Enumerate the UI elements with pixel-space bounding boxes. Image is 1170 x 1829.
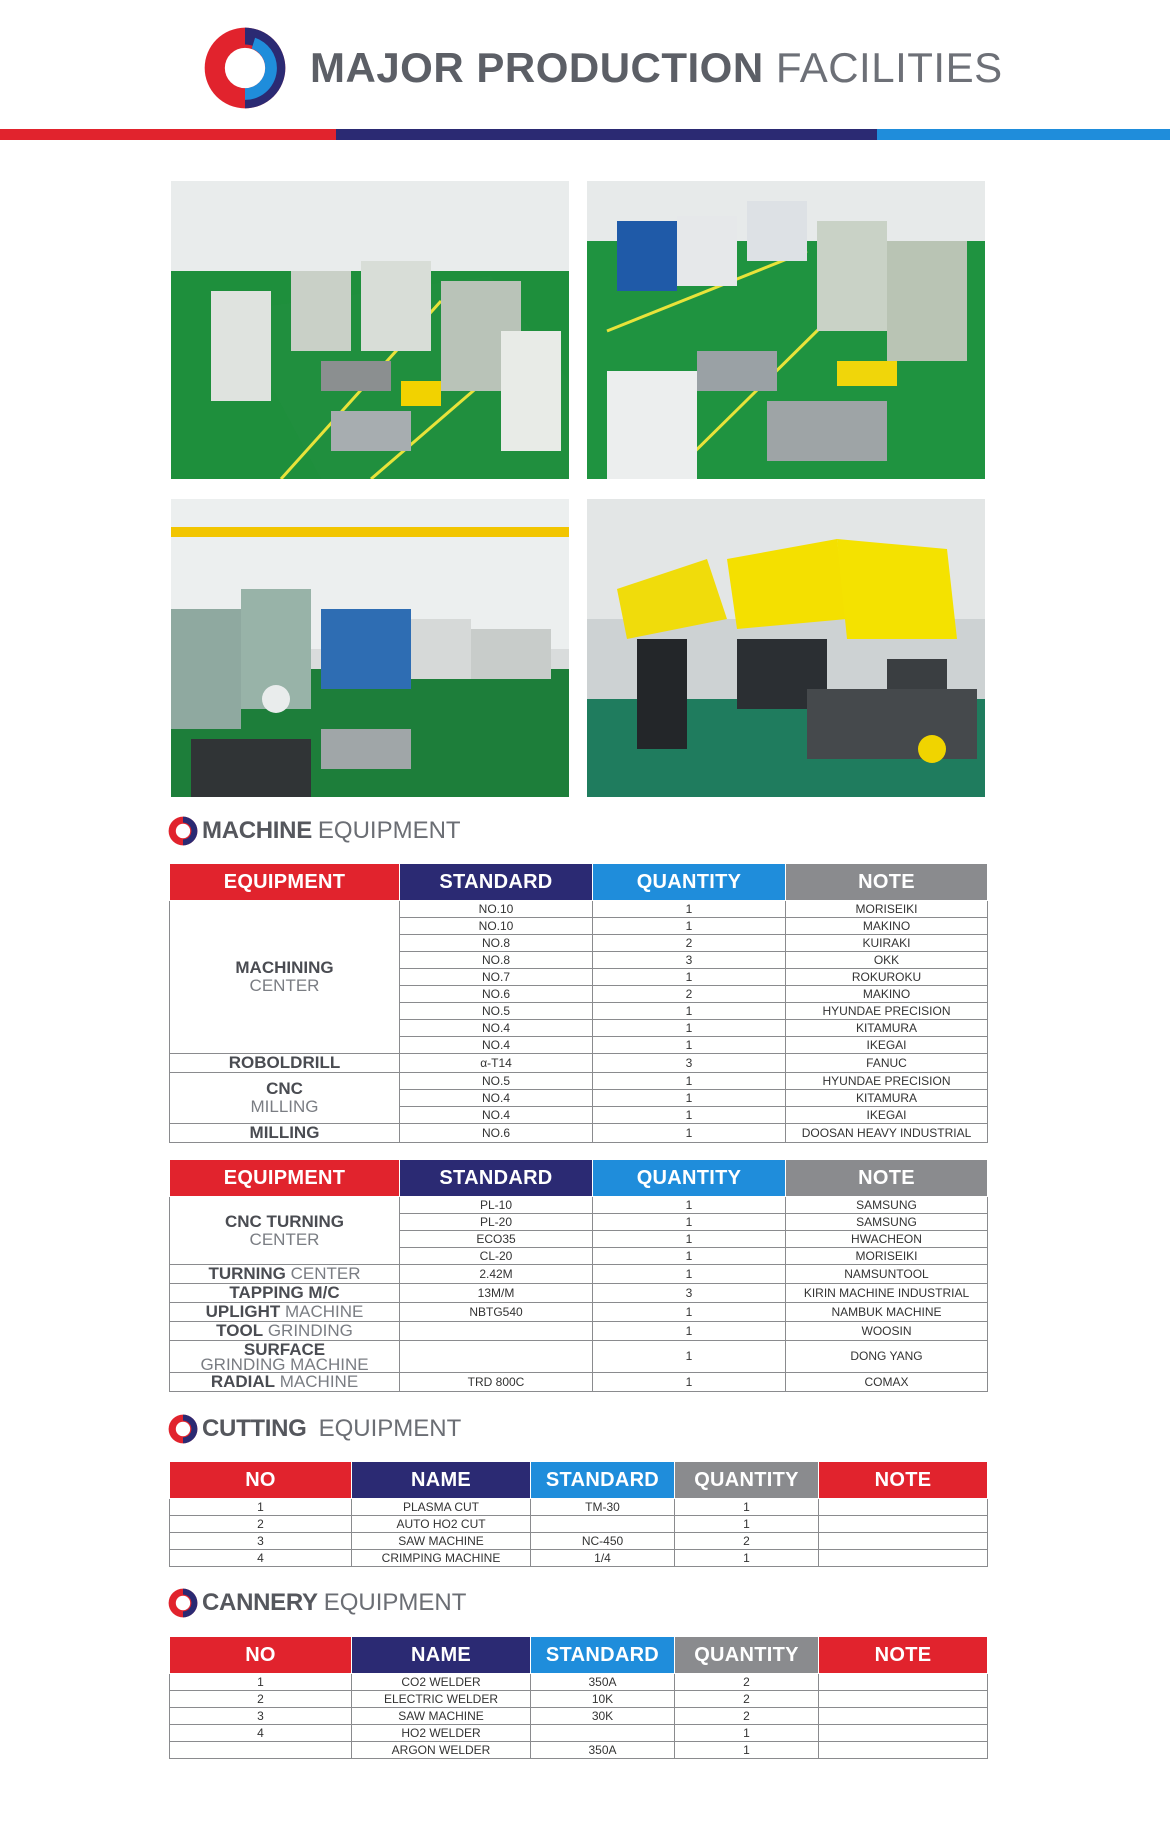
quantity-cell: 2 <box>675 1708 819 1725</box>
note-cell: DONG YANG <box>786 1341 988 1373</box>
standard-cell <box>531 1725 675 1742</box>
quantity-cell: 1 <box>593 1373 786 1392</box>
standard-cell: NO.4 <box>400 1107 593 1124</box>
note-cell <box>819 1742 988 1759</box>
standard-cell: NO.4 <box>400 1020 593 1037</box>
name-cell: ARGON WELDER <box>352 1742 531 1759</box>
equipment-name-cell <box>170 1265 400 1284</box>
column-header: NOTE <box>819 1637 988 1674</box>
table-row <box>170 1725 988 1742</box>
quantity-cell: 2 <box>593 986 786 1003</box>
standard-cell: 350A <box>531 1742 675 1759</box>
no-cell <box>170 1742 352 1759</box>
column-header: NOTE <box>786 864 988 901</box>
standard-cell: NO.6 <box>400 1124 593 1143</box>
column-header: QUANTITY <box>675 1462 819 1499</box>
quantity-cell: 1 <box>593 1231 786 1248</box>
quantity-cell: 1 <box>675 1742 819 1759</box>
column-header: NOTE <box>819 1462 988 1499</box>
cnc-turning-center-shop-floor-photo <box>587 181 985 479</box>
standard-cell: TM-30 <box>531 1499 675 1516</box>
standard-cell: 350A <box>531 1674 675 1691</box>
note-cell: DOOSAN HEAVY INDUSTRIAL <box>786 1124 988 1143</box>
no-cell: 3 <box>170 1708 352 1725</box>
standard-cell: NO.6 <box>400 986 593 1003</box>
no-cell: 4 <box>170 1725 352 1742</box>
machining-center-shop-floor-photo <box>171 181 569 479</box>
table-row <box>170 1708 988 1725</box>
header-stripe-red <box>0 129 336 140</box>
cutting-equipment-title: CUTTING EQUIPMENT <box>168 1414 461 1444</box>
table-row <box>170 1691 988 1708</box>
column-header: STANDARD <box>400 864 593 901</box>
quantity-cell: 2 <box>675 1533 819 1550</box>
name-cell: CO2 WELDER <box>352 1674 531 1691</box>
note-cell: NAMBUK MACHINE <box>786 1303 988 1322</box>
quantity-cell: 1 <box>593 1248 786 1265</box>
column-header: NO <box>170 1637 352 1674</box>
table-row <box>170 901 988 918</box>
company-logo-icon <box>203 26 287 110</box>
equipment-name-light: CENTER <box>249 976 320 995</box>
section-logo-icon <box>168 1588 198 1618</box>
note-cell: FANUC <box>786 1054 988 1073</box>
name-cell: HO2 WELDER <box>352 1725 531 1742</box>
table-row <box>170 1341 988 1373</box>
standard-cell: PL-10 <box>400 1197 593 1214</box>
equipment-name-cell <box>170 1197 400 1265</box>
equipment-name-bold: RADIAL <box>210 1372 276 1391</box>
standard-cell: TRD 800C <box>400 1373 593 1392</box>
quantity-cell: 2 <box>675 1691 819 1708</box>
section-logo-icon <box>168 1414 198 1444</box>
quantity-cell: 1 <box>593 1214 786 1231</box>
equipment-name-cell <box>170 1054 400 1073</box>
standard-cell: NO.8 <box>400 952 593 969</box>
standard-cell: CL-20 <box>400 1248 593 1265</box>
quantity-cell: 1 <box>675 1516 819 1533</box>
quantity-cell: 1 <box>675 1550 819 1567</box>
standard-cell: NO.5 <box>400 1003 593 1020</box>
standard-cell: NO.10 <box>400 901 593 918</box>
column-header: QUANTITY <box>593 1160 786 1197</box>
quantity-cell: 1 <box>593 901 786 918</box>
equipment-name-cell <box>170 1124 400 1143</box>
note-cell <box>819 1499 988 1516</box>
cannery-equipment-title: CANNERY EQUIPMENT <box>168 1588 466 1618</box>
note-cell: SAMSUNG <box>786 1197 988 1214</box>
section-logo-icon <box>168 816 198 846</box>
note-cell: KUIRAKI <box>786 935 988 952</box>
equipment-name-cell <box>170 1284 400 1303</box>
quantity-cell: 1 <box>593 1341 786 1373</box>
equipment-name-bold: UPLIGHT <box>205 1302 281 1321</box>
equipment-name-bold: TOOL <box>216 1321 264 1340</box>
note-cell <box>819 1674 988 1691</box>
no-cell: 2 <box>170 1516 352 1533</box>
machine-equipment-title: MACHINE EQUIPMENT <box>168 816 461 846</box>
quantity-cell: 1 <box>593 1322 786 1341</box>
cannery-equipment-table <box>169 1636 988 1759</box>
quantity-cell: 3 <box>593 952 786 969</box>
note-cell <box>819 1550 988 1567</box>
equipment-name-light: GRINDING MACHINE <box>200 1354 369 1373</box>
standard-cell <box>400 1322 593 1341</box>
equipment-name-bold: ROBOLDRILL <box>228 1053 341 1072</box>
equipment-name-bold: CNC <box>266 1079 303 1098</box>
no-cell: 4 <box>170 1550 352 1567</box>
page-header <box>0 0 1170 130</box>
note-cell: OKK <box>786 952 988 969</box>
table-row <box>170 1533 988 1550</box>
standard-cell: NO.5 <box>400 1073 593 1090</box>
note-cell: HYUNDAE PRECISION <box>786 1003 988 1020</box>
quantity-cell: 1 <box>593 1020 786 1037</box>
table-row <box>170 1742 988 1759</box>
table-row <box>170 1322 988 1341</box>
quantity-cell: 1 <box>593 1090 786 1107</box>
standard-cell <box>531 1516 675 1533</box>
table-row <box>170 1499 988 1516</box>
equipment-name-bold: SURFACE <box>243 1340 326 1359</box>
table-row <box>170 1550 988 1567</box>
column-header: NOTE <box>786 1160 988 1197</box>
quantity-cell: 1 <box>593 1265 786 1284</box>
column-header: NO <box>170 1462 352 1499</box>
equipment-name-cell <box>170 1322 400 1341</box>
header-stripe-blue <box>877 129 1170 140</box>
standard-cell: NC-450 <box>531 1533 675 1550</box>
column-header: EQUIPMENT <box>170 864 400 901</box>
no-cell: 1 <box>170 1499 352 1516</box>
quantity-cell: 1 <box>593 1003 786 1020</box>
table-row <box>170 1303 988 1322</box>
equipment-name-bold: MACHINING <box>235 958 334 977</box>
equipment-name-cell <box>170 901 400 1054</box>
standard-cell: NBTG540 <box>400 1303 593 1322</box>
equipment-name-light: CENTER <box>290 1264 361 1283</box>
note-cell: MAKINO <box>786 986 988 1003</box>
no-cell: 1 <box>170 1674 352 1691</box>
equipment-name-bold: MILLING <box>249 1123 320 1142</box>
quantity-cell: 2 <box>593 935 786 952</box>
column-header: NAME <box>352 1637 531 1674</box>
table-row <box>170 1674 988 1691</box>
milling-machines-shop-floor-photo <box>171 499 569 797</box>
standard-cell: 13M/M <box>400 1284 593 1303</box>
quantity-cell: 1 <box>593 1037 786 1054</box>
note-cell: SAMSUNG <box>786 1214 988 1231</box>
note-cell: KITAMURA <box>786 1090 988 1107</box>
table-row <box>170 1284 988 1303</box>
column-header: QUANTITY <box>675 1637 819 1674</box>
standard-cell <box>400 1341 593 1373</box>
note-cell <box>819 1516 988 1533</box>
note-cell <box>819 1691 988 1708</box>
standard-cell: NO.4 <box>400 1037 593 1054</box>
table-row <box>170 1054 988 1073</box>
quantity-cell: 1 <box>593 1124 786 1143</box>
no-cell: 3 <box>170 1533 352 1550</box>
quantity-cell: 1 <box>593 969 786 986</box>
header-stripe-navy <box>336 129 877 140</box>
equipment-name-cell <box>170 1303 400 1322</box>
equipment-name-bold: CNC TURNING <box>225 1211 344 1231</box>
table-row <box>170 1516 988 1533</box>
table-row <box>170 1073 988 1090</box>
table-row <box>170 1124 988 1143</box>
machine-equipment-table <box>169 863 988 1143</box>
note-cell <box>819 1725 988 1742</box>
standard-cell: 2.42M <box>400 1265 593 1284</box>
column-header: EQUIPMENT <box>170 1160 400 1197</box>
equipment-name-light: GRINDING <box>267 1321 353 1340</box>
quantity-cell: 1 <box>593 1197 786 1214</box>
note-cell: WOOSIN <box>786 1322 988 1341</box>
table-row <box>170 1265 988 1284</box>
column-header: QUANTITY <box>593 864 786 901</box>
standard-cell: 10K <box>531 1691 675 1708</box>
quantity-cell: 3 <box>593 1054 786 1073</box>
equipment-name-light: CENTER <box>249 1229 320 1249</box>
equipment-name-cell <box>170 1341 400 1373</box>
quantity-cell: 3 <box>593 1284 786 1303</box>
equipment-name-light: MACHINE <box>279 1372 359 1391</box>
note-cell: ROKUROKU <box>786 969 988 986</box>
standard-cell: 1/4 <box>531 1550 675 1567</box>
note-cell: MORISEIKI <box>786 1248 988 1265</box>
standard-cell: α-T14 <box>400 1054 593 1073</box>
quantity-cell: 1 <box>593 1073 786 1090</box>
column-header: STANDARD <box>531 1462 675 1499</box>
equipment-name-light: MACHINE <box>284 1302 364 1321</box>
no-cell: 2 <box>170 1691 352 1708</box>
note-cell <box>819 1708 988 1725</box>
table-row <box>170 1197 988 1214</box>
quantity-cell: 1 <box>675 1499 819 1516</box>
quantity-cell: 1 <box>675 1725 819 1742</box>
standard-cell: NO.8 <box>400 935 593 952</box>
name-cell: CRIMPING MACHINE <box>352 1550 531 1567</box>
name-cell: SAW MACHINE <box>352 1708 531 1725</box>
quantity-cell: 1 <box>593 1303 786 1322</box>
name-cell: SAW MACHINE <box>352 1533 531 1550</box>
standard-cell: ECO35 <box>400 1231 593 1248</box>
note-cell: MORISEIKI <box>786 901 988 918</box>
standard-cell: 30K <box>531 1708 675 1725</box>
quantity-cell: 1 <box>593 1107 786 1124</box>
equipment-name-cell <box>170 1373 400 1392</box>
note-cell: NAMSUNTOOL <box>786 1265 988 1284</box>
note-cell: IKEGAI <box>786 1107 988 1124</box>
quantity-cell: 1 <box>593 918 786 935</box>
quantity-cell: 2 <box>675 1674 819 1691</box>
band-saw-machines-photo <box>587 499 985 797</box>
name-cell: ELECTRIC WELDER <box>352 1691 531 1708</box>
column-header: NAME <box>352 1462 531 1499</box>
note-cell: HYUNDAE PRECISION <box>786 1073 988 1090</box>
note-cell: KITAMURA <box>786 1020 988 1037</box>
equipment-name-bold: TAPPING M/C <box>229 1283 340 1302</box>
note-cell: MAKINO <box>786 918 988 935</box>
cutting-equipment-table <box>169 1461 988 1567</box>
standard-cell: NO.10 <box>400 918 593 935</box>
note-cell: IKEGAI <box>786 1037 988 1054</box>
equipment-name-cell <box>170 1073 400 1124</box>
column-header: STANDARD <box>531 1637 675 1674</box>
equipment-name-light: MILLING <box>250 1097 319 1116</box>
standard-cell: NO.7 <box>400 969 593 986</box>
turning-equipment-table <box>169 1159 988 1392</box>
standard-cell: PL-20 <box>400 1214 593 1231</box>
name-cell: PLASMA CUT <box>352 1499 531 1516</box>
name-cell: AUTO HO2 CUT <box>352 1516 531 1533</box>
note-cell: HWACHEON <box>786 1231 988 1248</box>
standard-cell: NO.4 <box>400 1090 593 1107</box>
note-cell <box>819 1533 988 1550</box>
equipment-name-bold: TURNING <box>208 1264 286 1283</box>
note-cell: COMAX <box>786 1373 988 1392</box>
table-row <box>170 1373 988 1392</box>
column-header: STANDARD <box>400 1160 593 1197</box>
page-title: MAJOR PRODUCTION FACILITIES <box>310 44 1003 91</box>
note-cell: KIRIN MACHINE INDUSTRIAL <box>786 1284 988 1303</box>
